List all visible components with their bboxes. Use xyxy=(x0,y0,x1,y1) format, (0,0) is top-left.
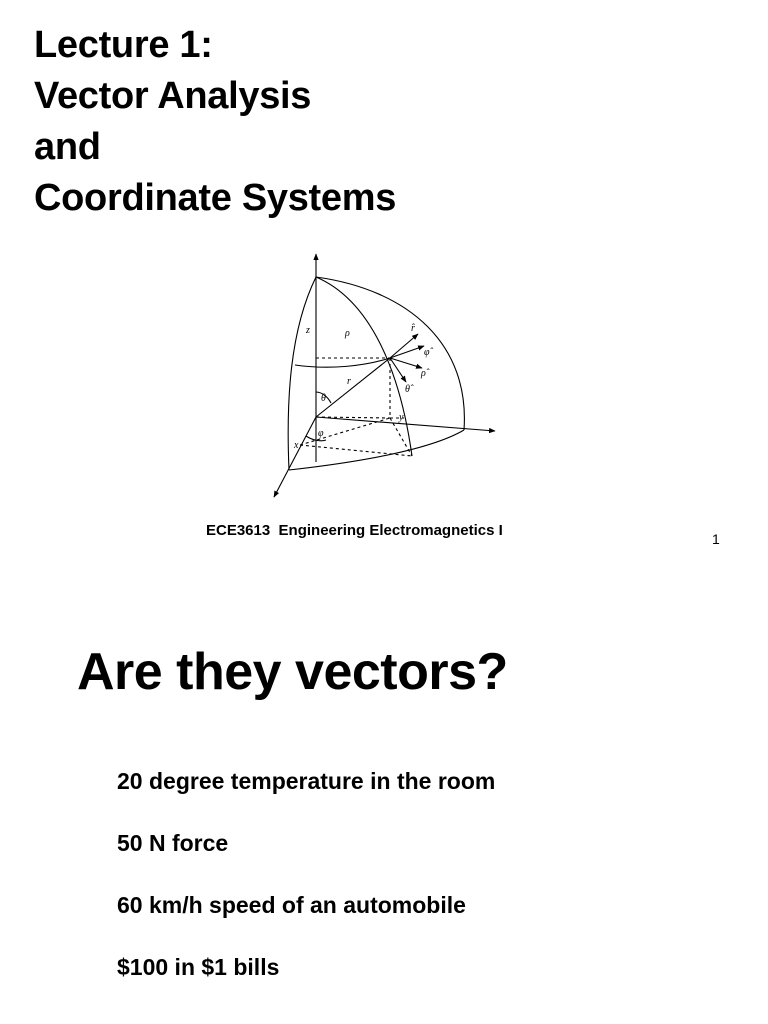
title-line: Vector Analysis xyxy=(34,75,312,117)
theta-hat-vector xyxy=(390,358,406,382)
spherical-coordinates-diagram xyxy=(260,250,500,500)
title-line: Coordinate Systems xyxy=(34,177,397,219)
list-item: 50 N force xyxy=(117,830,229,856)
slide-title: Are they vectors? xyxy=(77,643,508,701)
theta-hat-label: θ̂ xyxy=(405,384,410,395)
theta-label: θ xyxy=(321,393,326,404)
rho-hat-vector xyxy=(390,358,422,368)
z-label: z xyxy=(306,325,310,336)
phi-hat-label: φ̂ xyxy=(424,347,430,358)
lecture-title xyxy=(34,20,396,224)
x-axis xyxy=(274,417,316,497)
list-item: 60 km/h speed of an automobile xyxy=(117,892,466,918)
rho-label: ρ xyxy=(345,328,350,339)
phi-label: φ xyxy=(318,428,324,439)
sphere-bottom-arc xyxy=(289,430,464,470)
phi-hat-vector xyxy=(390,346,424,358)
title-line: and xyxy=(34,126,101,168)
latitude-arc xyxy=(295,358,390,367)
examples-list xyxy=(117,765,495,1013)
list-item: 20 degree temperature in the room xyxy=(117,768,496,794)
r-hat-label: r̂ xyxy=(411,323,415,334)
title-line: Lecture 1: xyxy=(34,24,213,66)
page-number: 1 xyxy=(712,531,720,547)
r-label: r xyxy=(347,376,351,387)
y-label: y xyxy=(399,412,404,423)
x-label: x xyxy=(294,440,299,451)
list-item: $100 in $1 bills xyxy=(117,954,280,980)
slide-2 xyxy=(0,560,768,1024)
course-footer: ECE3613 Engineering Electromagnetics I xyxy=(206,522,503,539)
rho-hat-label: ρ̂ xyxy=(421,368,426,379)
r-hat-vector xyxy=(390,334,418,358)
